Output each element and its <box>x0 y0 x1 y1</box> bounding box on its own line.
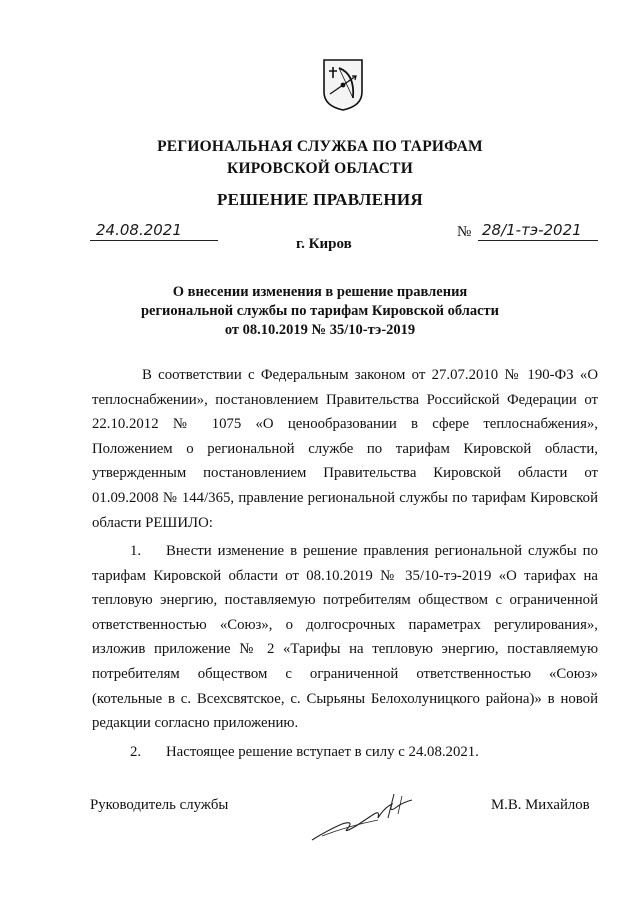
item-1-text: Внести изменение в решение правления региональной службы по тарифам Кировской области от 08.10.2019 № 35/10-тэ-2019 «О тарифах на тепловую энергию, поставляемую потребителям обществом с ограниченной ответственностью «Союз», о долгосрочных параметрах регулирования», изложив приложение № 2 «Тарифы на тепловую энергию, поставляемую потребителям обществом с ограниченной ответственностью «Союз» (котельные в с. Всехсвятское, с. Сырьяны Белохолуницкого района)» в новой редакции согласно приложению. <box>92 543 598 732</box>
subject-line2: региональной службы по тарифам Кировской области <box>140 303 500 319</box>
item-2-text: Настоящее решение вступает в силу с 24.08.2021. <box>166 744 479 760</box>
subject-line1: О внесении изменения в решение правления <box>172 284 468 300</box>
decision-title: РЕШЕНИЕ ПРАВЛЕНИЯ <box>217 190 423 209</box>
item-1-number: 1. <box>130 543 142 559</box>
city: г. Киров <box>296 236 352 252</box>
item-1 <box>92 539 598 736</box>
coat-of-arms-emblem <box>322 58 364 112</box>
signatory-position: Руководитель службы <box>90 797 229 813</box>
org-name-line2: КИРОВСКОЙ ОБЛАСТИ <box>227 160 413 177</box>
number-underline <box>478 240 598 241</box>
date-underline <box>90 240 218 241</box>
preamble-paragraph: В соответствии с Федеральным законом от 27.07.2010 № 190-ФЗ «О теплоснабжении», постановлением Правительства Российской Федерации от 22.10.2012 № 1075 «О ценообразовании в сфере теплоснабжения», Положением о региональной службе по тарифам Кировской области, утвержденным постановлением Правительства Кировской области от 01.09.2008 № 144/365, правление региональной службы по тарифам Кировской области РЕШИЛО: <box>92 367 598 531</box>
signatory-name: М.В. Михайлов <box>491 797 590 813</box>
org-name-line1: РЕГИОНАЛЬНАЯ СЛУЖБА ПО ТАРИФАМ <box>157 138 483 155</box>
number-prefix: № <box>457 224 472 240</box>
subject-line3: от 08.10.2019 № 35/10-тэ-2019 <box>224 322 416 338</box>
decision-number: 28/1-тэ-2021 <box>482 221 582 239</box>
item-2 <box>92 740 598 765</box>
item-2-number: 2. <box>130 744 142 760</box>
handwritten-signature <box>308 790 428 846</box>
decision-date: 24.08.2021 <box>96 221 182 239</box>
